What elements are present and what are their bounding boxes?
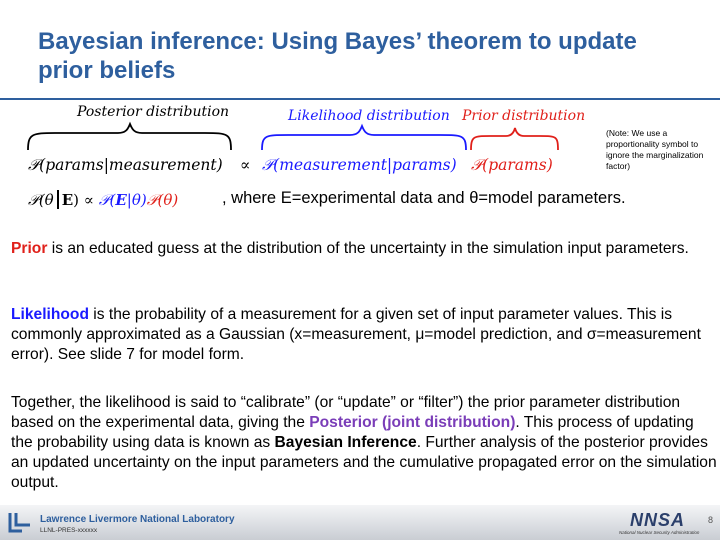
- document-code: LLNL-PRES-xxxxxx: [40, 527, 98, 534]
- likelihood-description: is the probability of a measurement for a given set of input parameter values. This is commonly approximated as a Gaussian (x=measurement, μ=model prediction, and σ=measurement error). See slide 7 for model form.: [11, 306, 701, 363]
- together-paragraph: [11, 393, 717, 493]
- posterior-brace: [28, 124, 231, 150]
- likelihood-distribution-label: Likelihood distribution: [288, 108, 450, 124]
- likelihood-paragraph: [11, 305, 717, 365]
- eq2-likelihood-end: |θ): [126, 191, 147, 209]
- proportional-symbol: ∝: [240, 156, 251, 174]
- prior-term-bold: Prior: [11, 240, 48, 257]
- posterior-joint-term: Posterior (joint distribution): [309, 414, 516, 431]
- eq2-likelihood-e: E: [115, 191, 127, 209]
- likelihood-brace: [262, 126, 466, 150]
- eq2-lhs-e: E: [61, 191, 74, 209]
- posterior-distribution-label: Posterior distribution: [77, 104, 230, 120]
- likelihood-term-bold: Likelihood: [11, 306, 89, 323]
- eq2-likelihood-start: 𝒫(: [98, 191, 116, 209]
- eq2-bar: [57, 190, 59, 209]
- eq2-prior: 𝒫(θ): [146, 191, 179, 209]
- eq2-lhs-end: ) ∝: [73, 191, 99, 209]
- nnsa-logo: NNSA: [630, 510, 686, 530]
- prior-description: is an educated guess at the distribution of the uncertainty in the simulation input parameters.: [47, 240, 689, 257]
- llnl-logo-icon: [8, 511, 34, 535]
- together-text-3: . Further analysis of the posterior provides an updated uncertainty on the input parameters and the cumulative propagated error on the simulation output.: [11, 434, 717, 491]
- prior-term: 𝒫(params): [471, 156, 553, 174]
- together-text-1: Together, the likelihood is said to “calibrate” (or “update” or “filter”) the prior parameter distribution based on the experimental data, giving the: [11, 394, 681, 431]
- likelihood-term: 𝒫(measurement|params): [262, 156, 457, 174]
- where-text: , where E=experimental data and θ=model parameters.: [222, 189, 626, 207]
- prior-brace: [471, 128, 558, 150]
- eq2-lhs-start: 𝒫(θ: [28, 191, 54, 209]
- prior-paragraph: [11, 239, 717, 259]
- lab-name: Lawrence Livermore National Laboratory: [40, 514, 235, 525]
- together-text-2: . This process of updating the probability using data is known as: [11, 414, 694, 451]
- nnsa-subtitle: National Nuclear Security Administration: [619, 530, 700, 535]
- proportionality-note: (Note: We use a proportionality symbol to ignore the marginalization factor): [606, 128, 704, 171]
- slide-title: Bayesian inference: Using Bayes’ theorem to update prior beliefs: [38, 28, 637, 84]
- bayesian-inference-term: Bayesian Inference: [274, 434, 417, 451]
- posterior-term: 𝒫(params|measurement): [28, 156, 223, 174]
- page-number: 8: [708, 515, 714, 525]
- prior-distribution-label: Prior distribution: [462, 108, 586, 124]
- bayes-equation: [28, 190, 178, 209]
